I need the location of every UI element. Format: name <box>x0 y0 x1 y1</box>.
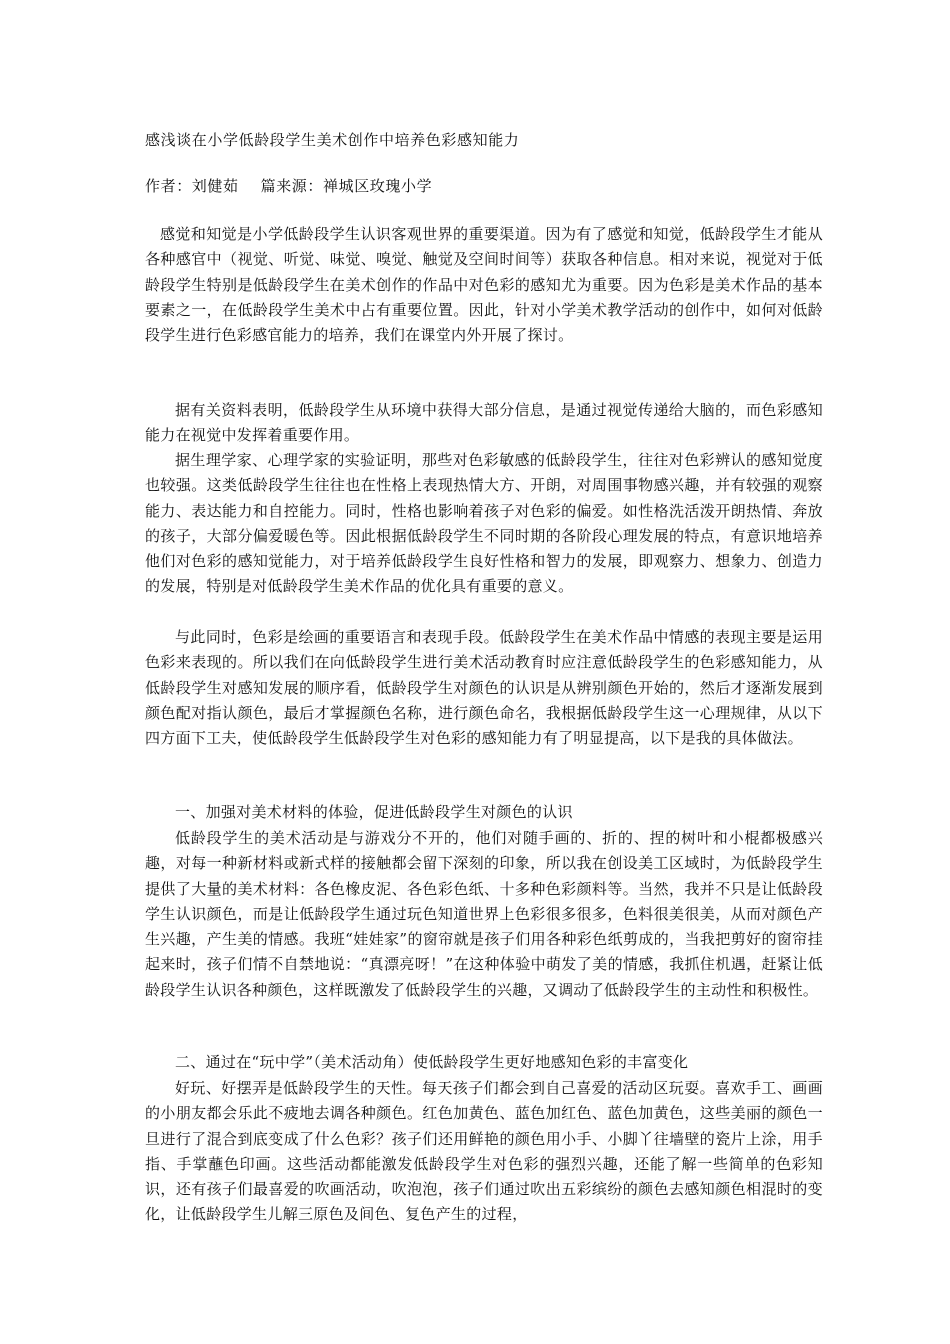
paragraph-color-language: 与此同时，色彩是绘画的重要语言和表现手段。低龄段学生在美术作品中情感的表现主要是运用色彩来表现的。所以我们在向低龄段学生进行美术活动教育时应注意低龄段学生的色彩感知能力，从低龄段学生对感知发展的顺序看，低龄段学生对颜色的认识是从辨别颜色开始的，然后才逐渐发展到颜色配对指认颜色，最后才掌握颜色名称，进行颜色命名，我根据低龄段学生这一心理规律，从以下四方面下工夫，使低龄段学生低龄段学生对色彩的感知能力有了明显提高，以下是我的具体做法。 <box>145 628 823 748</box>
paragraph-visual-info: 据有关资料表明，低龄段学生从环境中获得大部分信息，是通过视觉传递给大脑的，而色彩感知能力在视觉中发挥着重要作用。 <box>145 401 823 445</box>
paragraph-research: 据生理学家、心理学家的实验证明，那些对色彩敏感的低龄段学生，往往对色彩辨认的感知觉度也较强。这类低龄段学生往往也在性格上表现热情大方、开朗，对周围事物感兴趣，并有较强的观察能力、表达能力和自控能力。同时，性格也影响着孩子对色彩的偏爱。如性格洗活泼开朗热情、奔放的孩子，大部分偏爱暖色等。因此根据低龄段学生不同时期的各阶段心理发展的特点，有意识地培养他们对色彩的感知觉能力，对于培养低龄段学生良好性格和智力的发展，即观察力、想象力、创造力的发展，特别是对低龄段学生美术作品的优化具有重要的意义。 <box>145 451 823 596</box>
paragraph-intro: 感觉和知觉是小学低龄段学生认识客观世界的重要渠道。因为有了感觉和知觉，低龄段学生才能从各种感官中（视觉、听觉、味觉、嗅觉、触觉及空间时间等）获取各种信息。相对来说，视觉对于低龄段学生特别是低龄段学生在美术创作的作品中对色彩的感知尤为重要。因为色彩是美术作品的基本要素之一，在低龄段学生美术中占有重要位置。因此，针对小学美术教学活动的创作中，如何对低龄段学生进行色彩感官能力的培养，我们在课堂内外开展了探讨。 <box>145 225 823 345</box>
byline <box>145 174 825 198</box>
section-heading-1: 一、加强对美术材料的体验，促进低龄段学生对颜色的认识 <box>175 803 573 821</box>
paragraph-section-1: 低龄段学生的美术活动是与游戏分不开的，他们对随手画的、折的、捏的树叶和小棍都极感兴趣，对每一种新材料或新式样的接触都会留下深刻的印象，所以我在创设美工区域时，为低龄段学生提供了大量的美术材料：各色橡皮泥、各色彩色纸、十多种色彩颜料等。当然，我并不只是让低龄段学生认识颜色，而是让低龄段学生通过玩色知道世界上色彩很多很多，色料很美很美，从而对颜色产生兴趣，产生美的情感。我班“娃娃家”的窗帘就是孩子们用各种彩色纸剪成的，当我把剪好的窗帘挂起来时，孩子们情不自禁地说：“真漂亮呀！”在这种体验中萌发了美的情感，我抓住机遇，赶紧让低龄段学生认识各种颜色，这样既激发了低龄段学生的兴趣，又调动了低龄段学生的主动性和积极性。 <box>145 829 823 999</box>
author-label: 作者：刘健茹 <box>145 177 239 195</box>
source-label: 篇来源：禅城区玫瑰小学 <box>260 177 433 195</box>
section-heading-2: 二、通过在“玩中学”（美术活动角）使低龄段学生更好地感知色彩的丰富变化 <box>175 1053 689 1071</box>
paragraph-section-2: 好玩、好摆弄是低龄段学生的天性。每天孩子们都会到自己喜爱的活动区玩耍。喜欢手工、画画的小朋友都会乐此不疲地去调各种颜色。红色加黄色、蓝色加红色、蓝色加黄色，这些美丽的颜色一旦进行了混合到底变成了什么色彩？孩子们还用鲜艳的颜色用小手、小脚丫往墙壁的瓷片上涂，用手指、手掌蘸色印画。这些活动都能激发低龄段学生对色彩的强烈兴趣，还能了解一些简单的色彩知识，还有孩子们最喜爱的吹画活动，吹泡泡，孩子们通过吹出五彩缤纷的颜色去感知颜色相混时的变化，让低龄段学生儿解三原色及间色、复色产生的过程， <box>145 1079 823 1224</box>
document-title: 感浅谈在小学低龄段学生美术创作中培养色彩感知能力 <box>145 131 520 149</box>
